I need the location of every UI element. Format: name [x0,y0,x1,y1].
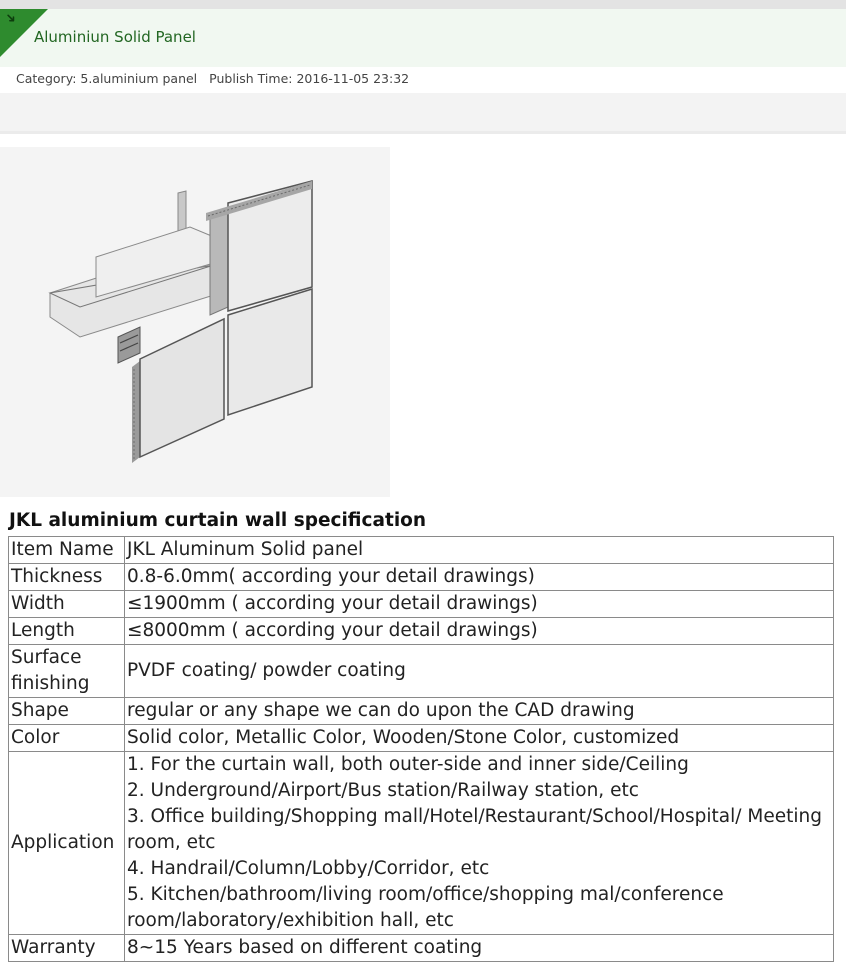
application-item: 5. Kitchen/bathroom/living room/office/shopping mal/conference room/laboratory/exhibition hall, etc [127,884,724,931]
row-value: 8~15 Years based on different coating [125,935,834,962]
category-link[interactable]: Category: 5.aluminium panel [16,71,198,86]
product-image [0,147,390,497]
table-row [9,752,834,935]
application-item: 4. Handrail/Column/Lobby/Corridor, etc [127,858,490,879]
row-label: Surface finishing [9,645,125,698]
row-label: Item Name [9,537,125,564]
page-title: Aluminiun Solid Panel [34,28,196,46]
table-row [9,645,834,698]
table-row [9,591,834,618]
row-label: Length [9,618,125,645]
row-value: PVDF coating/ powder coating [125,645,834,698]
row-value: regular or any shape we can do upon the CAD drawing [125,698,834,725]
publish-time: Publish Time: 2016-11-05 23:32 [209,71,410,86]
article-meta [16,71,409,86]
row-label: Warranty [9,935,125,962]
arrow-icon: ➜ [1,9,20,28]
table-row [9,564,834,591]
spec-heading: JKL aluminium curtain wall specification [9,510,427,531]
table-row [9,725,834,752]
row-label: Shape [9,698,125,725]
application-item: 1. For the curtain wall, both outer-side and inner side/Ceiling [127,754,689,775]
application-item: 2. Underground/Airport/Bus station/Railway station, etc [127,780,639,801]
row-value: ≤8000mm ( according your detail drawings) [125,618,834,645]
row-label: Width [9,591,125,618]
table-row [9,935,834,962]
table-row [9,537,834,564]
row-label: Color [9,725,125,752]
row-label: Thickness [9,564,125,591]
row-label: Application [9,752,125,935]
toolbar-band [0,93,846,134]
row-value: ≤1900mm ( according your detail drawings) [125,591,834,618]
spec-table [8,536,834,962]
row-value [125,752,834,935]
row-value: JKL Aluminum Solid panel [125,537,834,564]
application-item: 3. Office building/Shopping mall/Hotel/Restaurant/School/Hospital/ Meeting room, etc [127,806,822,853]
row-value: Solid color, Metallic Color, Wooden/Stone Color, customized [125,725,834,752]
table-row [9,618,834,645]
top-strip [0,0,846,9]
table-row [9,698,834,725]
row-value: 0.8-6.0mm( according your detail drawings) [125,564,834,591]
